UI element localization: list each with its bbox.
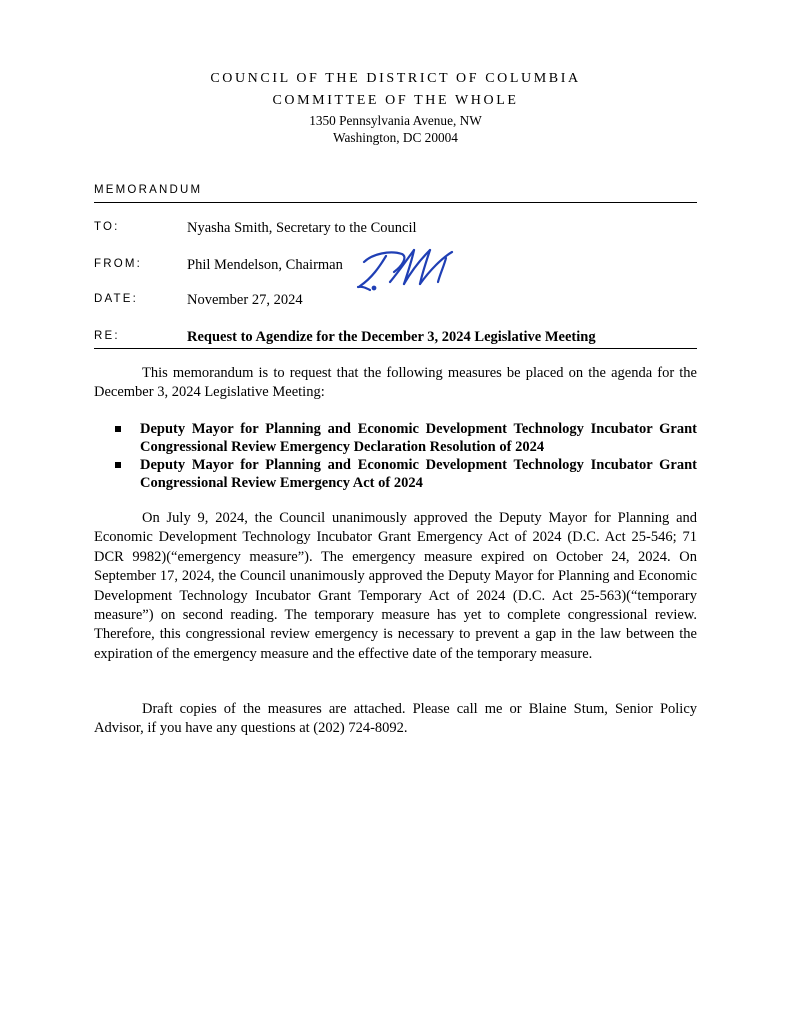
to-label: TO:: [94, 221, 120, 233]
intro-paragraph: This memorandum is to request that the following measures be placed on the agenda for the December 3, 2024 Legislative Meeting:: [94, 365, 697, 401]
list-item: [94, 456, 697, 492]
letterhead-address-street: 1350 Pennsylvania Avenue, NW: [309, 113, 482, 128]
measure-title: Deputy Mayor for Planning and Economic Development Technology Incubator Grant Congressional Review Emergency Act of 2024: [140, 457, 697, 491]
memorandum-label: MEMORANDUM: [94, 184, 203, 196]
date-label: DATE:: [94, 293, 139, 305]
re-divider: [94, 348, 697, 349]
closing-paragraph: Draft copies of the measures are attached. Please call me or Blaine Stum, Senior Policy Advisor, if you have any questions at (202) 724-8092.: [94, 701, 697, 737]
square-bullet-icon: [115, 426, 121, 432]
measures-list: [94, 420, 697, 492]
measure-title: Deputy Mayor for Planning and Economic Development Technology Incubator Grant Congressional Review Emergency Declaration Resolution of 2024: [140, 421, 697, 455]
list-item: [94, 420, 697, 456]
letterhead-committee: COMMITTEE OF THE WHOLE: [272, 93, 519, 108]
letterhead-org: COUNCIL OF THE DISTRICT OF COLUMBIA: [210, 71, 581, 86]
from-label: FROM:: [94, 258, 143, 270]
re-value: Request to Agendize for the December 3, 2024 Legislative Meeting: [187, 329, 596, 345]
to-value: Nyasha Smith, Secretary to the Council: [187, 220, 417, 236]
signature-initials: [350, 240, 460, 296]
letterhead-address-city: Washington, DC 20004: [333, 130, 458, 145]
square-bullet-icon: [115, 462, 121, 468]
date-value: November 27, 2024: [187, 292, 303, 308]
from-value: Phil Mendelson, Chairman: [187, 257, 343, 273]
background-paragraph: On July 9, 2024, the Council unanimously approved the Deputy Mayor for Planning and Economic Development Technology Incubator Grant Emergency Act of 2024 (D.C. Act 25-546; 71 DCR 9982)(“emergency measure”). The emergency measure expired on October 24, 2024. On September 17, 2024, the Council unanimously approved the Deputy Mayor for Planning and Economic Development Technology Incubator Grant Temporary Act of 2024 (D.C. Act 25-563)(“temporary measure”) on second reading. The temporary measure has yet to complete congressional review. Therefore, this congressional review emergency is necessary to prevent a gap in the law between the expiration of the emergency measure and the effective date of the temporary measure.: [94, 510, 697, 662]
re-label: RE:: [94, 330, 120, 342]
header-divider: [94, 202, 697, 203]
